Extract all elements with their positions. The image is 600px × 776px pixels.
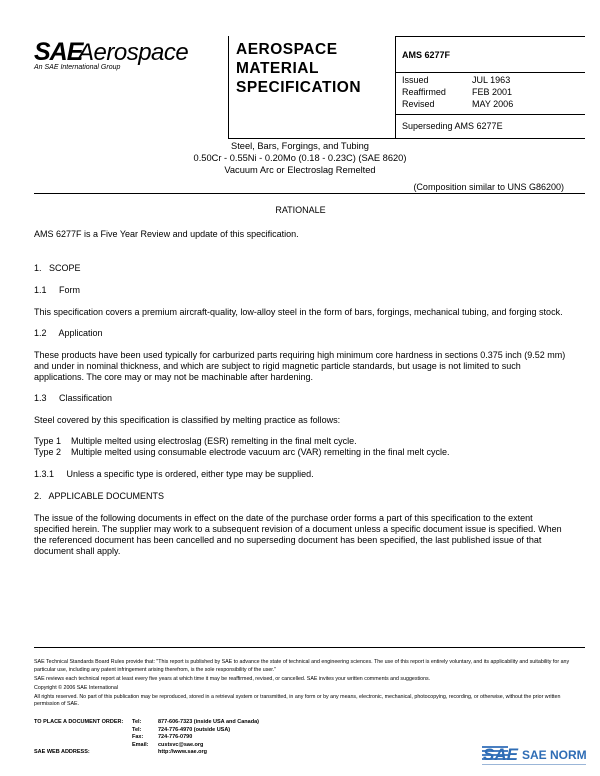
footer-rule <box>34 647 585 648</box>
section-heading: 1.2 Application <box>34 328 103 338</box>
contact-label: Tel: <box>132 719 142 725</box>
sae-logo-aerospace: Aerospace <box>78 39 189 66</box>
legal-footer <box>34 659 585 710</box>
date-value: JUL 1963 <box>472 75 511 85</box>
rights-text: All rights reserved. No part of this publication may be reproduced, stored in a retrieval system or transmitted, in any form or by any means, electronic, mechanical, photocopying, recording, or otherwise, without the prior written permission of SAE. <box>34 693 561 707</box>
document-body <box>34 205 567 557</box>
board-rules-text: SAE Technical Standards Board Rules provide that: "This report is published by SAE to advance the state of technical and engineering sciences. The use of this report is entirely voluntary, and its applicability and suitability for any particular use, including any patent infringement arising therefrom, is the sole responsibility of the user." <box>34 659 570 673</box>
form-text: This specification covers a premium aircraft-quality, low-alloy steel in the form of bars, forgings, mechanical tubing, and forging stock. <box>34 307 563 317</box>
email-link[interactable]: custsvc@sae.org <box>158 741 204 748</box>
sae-logo-mark: SAE <box>34 38 83 66</box>
order-label: TO PLACE A DOCUMENT ORDER: <box>34 719 124 725</box>
header-rule-top <box>395 36 585 37</box>
review-note: SAE reviews each technical report at least every five years at which time it may be reaffirmed, revised, or cancelled. SAE invites your written comments and suggestions. <box>34 675 431 682</box>
date-row <box>402 86 513 98</box>
date-label: Revised <box>402 99 435 109</box>
date-value: MAY 2006 <box>472 99 514 109</box>
header-rule-bottom <box>228 138 585 139</box>
sae-norm-logo <box>482 742 587 770</box>
date-table <box>402 74 513 110</box>
title-line: SPECIFICATION <box>236 79 362 96</box>
order-info <box>34 719 259 757</box>
header-divider-left <box>228 36 229 138</box>
copyright: Copyright © 2006 SAE International <box>34 684 118 691</box>
date-label: Issued <box>402 75 429 85</box>
document-type-title <box>236 40 361 97</box>
title-line: AEROSPACE <box>236 41 338 58</box>
applicable-text: The issue of the following documents in effect on the date of the purchase order forms a part of this specification to the extent specified herein. The supplier may work to a subsequent revision of a document unless a specific document issue is specified. When the referenced document has been cancelled and no superseding document has been specified, the last published issue of that document shall apply. <box>34 513 562 556</box>
superseding-note: Superseding AMS 6277E <box>402 121 503 131</box>
spec-number: AMS 6277F <box>402 50 451 60</box>
title-rule <box>34 193 585 194</box>
type-item: Type 1 Multiple melted using electroslag (ESR) remelting in the final melt cycle. <box>34 436 357 446</box>
header-divider-right <box>395 36 396 138</box>
contact-label: Fax: <box>132 734 144 741</box>
sae-norm-text: SAE NORM <box>522 748 587 762</box>
date-row <box>402 74 513 86</box>
sae-norm-mark: SAE <box>483 745 518 764</box>
type-item: Type 2 Multiple melted using consumable electrode vacuum arc (VAR) remelting in the final melt cycle. <box>34 447 450 457</box>
contact-label: Email: <box>132 741 149 748</box>
section-heading: 2. APPLICABLE DOCUMENTS <box>34 491 165 501</box>
rationale-heading: RATIONALE <box>275 205 326 215</box>
date-value: FEB 2001 <box>472 87 513 97</box>
material-title-line: Vacuum Arc or Electroslag Remelted <box>224 165 376 175</box>
date-label: Reaffirmed <box>402 87 446 97</box>
composition-note: (Composition similar to UNS G86200) <box>413 182 564 192</box>
title-line: MATERIAL <box>236 60 319 77</box>
classification-text: Steel covered by this specification is classified by melting practice as follows: <box>34 415 341 425</box>
web-label: SAE WEB ADDRESS: <box>34 749 90 756</box>
web-link[interactable]: http://www.sae.org <box>158 749 207 756</box>
date-row <box>402 98 513 110</box>
contact-label: Tel: <box>132 726 142 733</box>
logo-subtitle: An SAE International Group <box>34 64 121 71</box>
header-rule-1 <box>395 72 585 73</box>
contact-value: 724-776-4970 (outside USA) <box>158 726 231 733</box>
section-heading: 1. SCOPE <box>34 263 81 273</box>
material-title-line: Steel, Bars, Forgings, and Tubing <box>231 141 369 151</box>
application-text: These products have been used typically for carburized parts requiring high minimum core hardness in sections 0.375 inch (9.52 mm) and under in nominal thickness, and which are subject to rigid magnetic particle standards, but usage is not limited to such applications. The core may or may not be machinable after hardening. <box>34 350 566 382</box>
header-rule-2 <box>395 114 585 115</box>
material-title-line: 0.50Cr - 0.55Ni - 0.20Mo (0.18 - 0.23C) (SAE 8620) <box>193 153 407 163</box>
clause-text: 1.3.1 Unless a specific type is ordered, either type may be supplied. <box>34 469 314 479</box>
material-title-block <box>0 140 600 176</box>
contact-value: 877-606-7323 (inside USA and Canada) <box>158 719 259 725</box>
section-heading: 1.1 Form <box>34 285 81 295</box>
rationale-text: AMS 6277F is a Five Year Review and update of this specification. <box>34 229 299 239</box>
contact-value: 724-776-0790 <box>158 734 193 741</box>
section-heading: 1.3 Classification <box>34 393 113 403</box>
